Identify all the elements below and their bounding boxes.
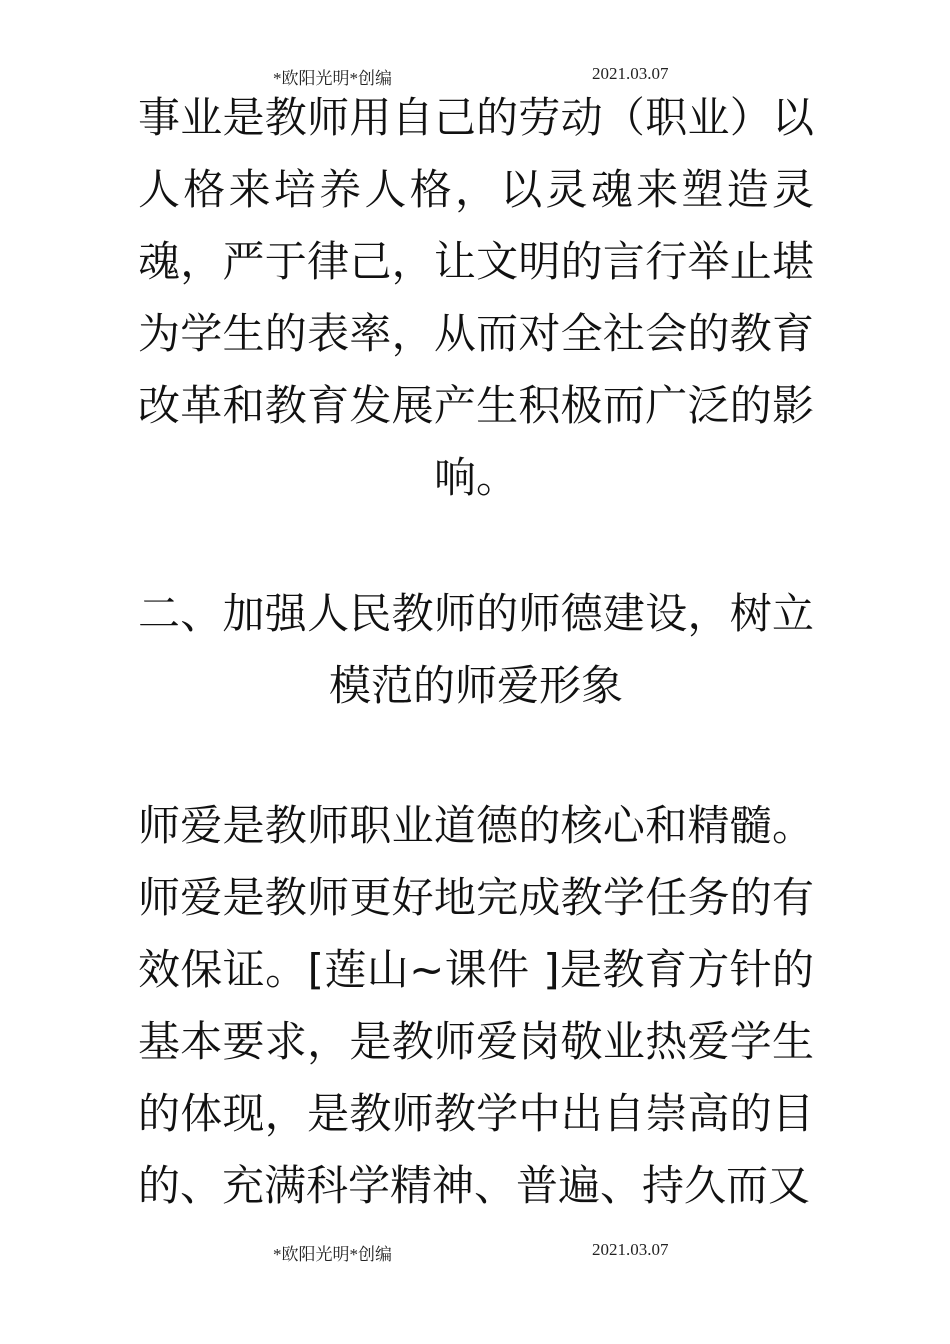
header-author: *欧阳光明*创编 (273, 69, 392, 88)
section-heading: 二、加强人民教师的师德建设，树立模范的师爱形象 (138, 589, 814, 710)
paragraph-2: 师爱是教师职业道德的核心和精髓。师爱是教师更好地完成教学任务的有效保证。[莲山~课件 ]是教育方针的基本要求，是教师爱岗敬业热爱学生的体现，是教师教学中出自崇高的目的、充满科学精神、普遍、持久而又 (138, 801, 814, 1210)
header-date: 2021.03.07 (592, 64, 669, 83)
footer-date: 2021.03.07 (592, 1240, 669, 1259)
footer-author: *欧阳光明*创编 (273, 1245, 392, 1264)
page-footer (0, 1240, 950, 1264)
paragraph-1: 事业是教师用自己的劳动（职业）以人格来培养人格，以灵魂来塑造灵魂，严于律己，让文明的言行举止堪为学生的表率，从而对全社会的教育改革和教育发展产生积极而广泛的影响。 (138, 93, 814, 502)
